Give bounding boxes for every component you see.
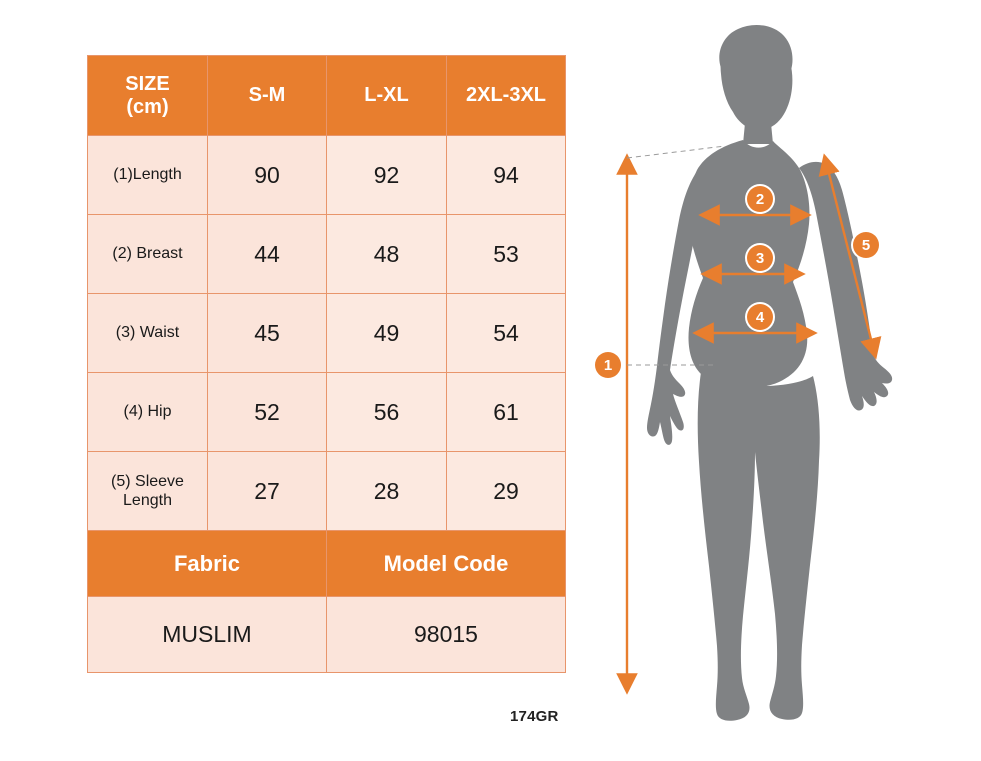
column-header-2xl3xl: 2XL-3XL bbox=[447, 56, 566, 136]
cell-length-2xl3xl: 94 bbox=[447, 136, 566, 215]
cell-length-lxl: 92 bbox=[327, 136, 447, 215]
cell-sleeve-2xl3xl: 29 bbox=[447, 452, 566, 531]
size-chart-table bbox=[87, 55, 566, 673]
cell-waist-lxl: 49 bbox=[327, 294, 447, 373]
size-header-line1: SIZE bbox=[125, 72, 170, 95]
badge-5-sleeve: 5 bbox=[853, 232, 879, 258]
cell-hip-lxl: 56 bbox=[327, 373, 447, 452]
female-silhouette bbox=[647, 25, 892, 721]
column-header-lxl: L-XL bbox=[327, 56, 447, 136]
badge-2-breast: 2 bbox=[747, 186, 773, 212]
footer-value-fabric: MUSLIM bbox=[88, 597, 327, 673]
row-label-length: (1)Length bbox=[88, 136, 208, 215]
row-label-breast: (2) Breast bbox=[88, 215, 208, 294]
column-header-sm: S-M bbox=[208, 56, 327, 136]
table-row bbox=[88, 452, 566, 531]
table-row bbox=[88, 294, 566, 373]
footer-header-fabric: Fabric bbox=[88, 531, 327, 597]
cell-length-sm: 90 bbox=[208, 136, 327, 215]
table-header-row bbox=[88, 56, 566, 136]
row-label-sleeve-length bbox=[88, 452, 208, 531]
table-footer-value-row bbox=[88, 597, 566, 673]
cell-waist-sm: 45 bbox=[208, 294, 327, 373]
table-row bbox=[88, 136, 566, 215]
cell-breast-sm: 44 bbox=[208, 215, 327, 294]
cell-hip-2xl3xl: 61 bbox=[447, 373, 566, 452]
table-row bbox=[88, 215, 566, 294]
size-header-line2: (cm) bbox=[126, 95, 169, 118]
badge-3-waist: 3 bbox=[747, 245, 773, 271]
row-label-sleeve-line1: (5) Sleeve bbox=[111, 472, 184, 490]
table-footer-header-row bbox=[88, 531, 566, 597]
row-label-waist: (3) Waist bbox=[88, 294, 208, 373]
cell-breast-lxl: 48 bbox=[327, 215, 447, 294]
cell-breast-2xl3xl: 53 bbox=[447, 215, 566, 294]
table-row bbox=[88, 373, 566, 452]
row-label-hip: (4) Hip bbox=[88, 373, 208, 452]
product-code-note: 174GR bbox=[510, 708, 559, 725]
cell-hip-sm: 52 bbox=[208, 373, 327, 452]
badge-1-length: 1 bbox=[595, 352, 621, 378]
footer-value-model-code: 98015 bbox=[327, 597, 566, 673]
column-header-size bbox=[88, 56, 208, 136]
row-label-sleeve-line2: Length bbox=[123, 492, 172, 509]
cell-sleeve-sm: 27 bbox=[208, 452, 327, 531]
cell-sleeve-lxl: 28 bbox=[327, 452, 447, 531]
footer-header-model-code: Model Code bbox=[327, 531, 566, 597]
badge-4-hip: 4 bbox=[747, 304, 773, 330]
cell-waist-2xl3xl: 54 bbox=[447, 294, 566, 373]
body-measurement-diagram bbox=[585, 10, 965, 750]
